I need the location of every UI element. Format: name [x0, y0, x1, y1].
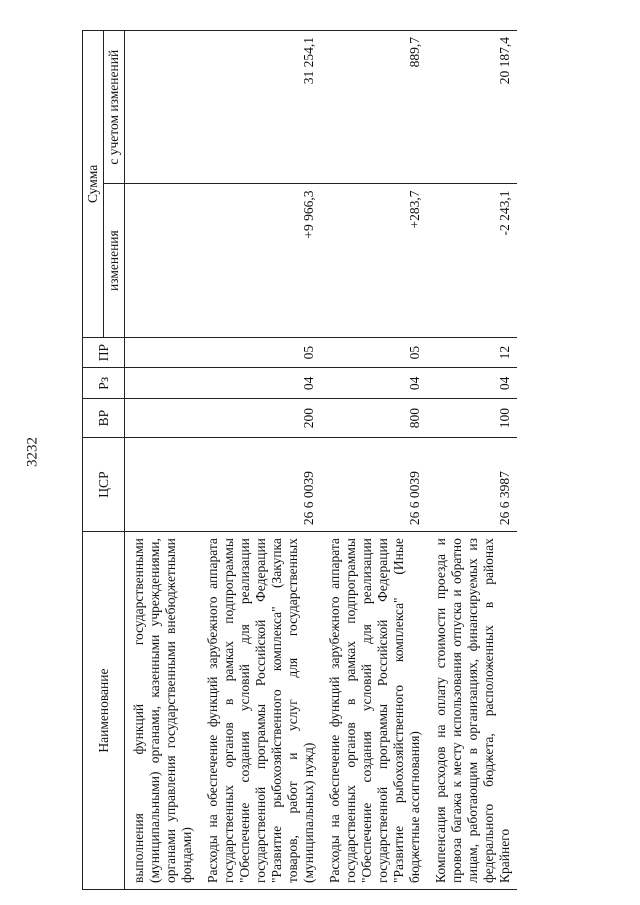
row-pr: 12	[427, 337, 517, 368]
row-change: -2 243,1	[427, 184, 517, 337]
row-csr: 26 6 0039	[321, 438, 427, 532]
row-name: Компенсация расходов на оплату стоимости проезда и провоза багажа к месту использования отпуска и обратно лицам, работающим в организациях, финансируемых из федерального бюджета, расположенных в районах Крайнего	[427, 532, 517, 890]
header-rz: Рз	[83, 368, 125, 399]
row-name: Расходы на обеспечение функций зарубежного аппарата государственных органов в рамках подпрограммы "Обеспечение создания условий для реализации государственной программы Российской Федерации "Развитие рыбохозяйственного комплекса" (Иные бюджетные ассигнования)	[321, 532, 427, 890]
table-body	[125, 31, 518, 890]
row-vr: 100	[427, 399, 517, 438]
header-with-changes: с учетом изменений	[104, 31, 125, 184]
row-rz: 04	[199, 368, 321, 399]
row-csr: 26 6 0039	[199, 438, 321, 532]
header-csr: ЦСР	[83, 438, 125, 532]
row-csr	[125, 438, 200, 532]
row-change: +283,7	[321, 184, 427, 337]
row-name: выполнения функций государственными (муниципальными) органами, казенными учреждениями, органами управления государственными внебюджетными фондами)	[125, 532, 200, 890]
row-pr	[125, 337, 200, 368]
header-sum: Сумма	[83, 31, 104, 338]
row-change: +9 966,3	[199, 184, 321, 337]
row-vr: 200	[199, 399, 321, 438]
row-total: 889,7	[321, 31, 427, 184]
row-csr: 26 6 3987	[427, 438, 517, 532]
header-name: Наименование	[83, 532, 125, 890]
table-row	[125, 31, 200, 890]
header-pr: ПР	[83, 337, 125, 368]
table-row	[199, 31, 321, 890]
budget-table	[82, 30, 517, 890]
row-vr: 800	[321, 399, 427, 438]
row-rz	[125, 368, 200, 399]
row-vr	[125, 399, 200, 438]
table-row	[427, 31, 517, 890]
budget-table-sheet	[82, 30, 612, 890]
row-change	[125, 184, 200, 337]
page-number: 3232	[24, 437, 41, 467]
row-rz: 04	[427, 368, 517, 399]
row-pr: 05	[321, 337, 427, 368]
row-total: 31 254,1	[199, 31, 321, 184]
row-rz: 04	[321, 368, 427, 399]
row-pr: 05	[199, 337, 321, 368]
row-name: Расходы на обеспечение функций зарубежного аппарата государственных органов в рамках подпрограммы "Обеспечение создания условий для реализации государственной программы Российской Федерации "Развитие рыбохозяйственного комплекса" (Закупка товаров, работ и услуг для государственных (муниципальных) нужд)	[199, 532, 321, 890]
header-vr: ВР	[83, 399, 125, 438]
header-changes: изменения	[104, 184, 125, 337]
row-total	[125, 31, 200, 184]
table-row	[321, 31, 427, 890]
table-header	[83, 31, 125, 890]
row-total: 20 187,4	[427, 31, 517, 184]
